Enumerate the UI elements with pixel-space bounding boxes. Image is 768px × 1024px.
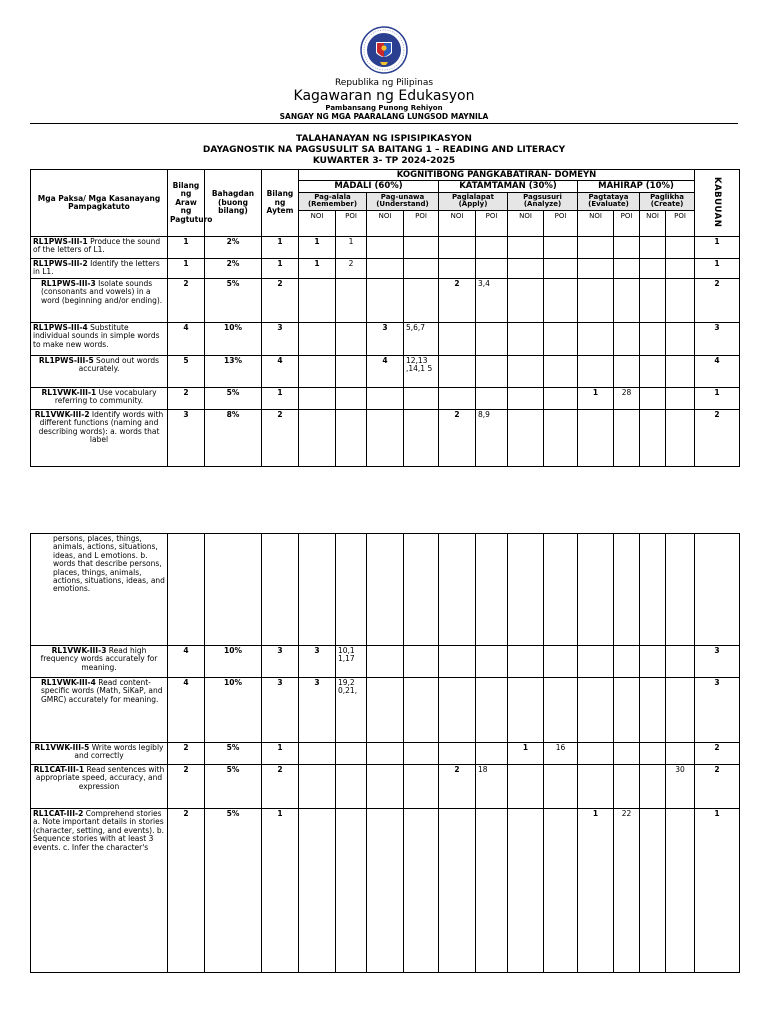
competency-cell: RL1PWS-III-4 Substitute individual sounds in simple words to make new words. [31,323,168,356]
analyze-poi-cell [544,237,578,259]
table-row [31,323,740,356]
total-cell: 2 [695,765,740,809]
apply-noi-cell: 2 [439,410,476,467]
create-noi-cell [640,388,666,410]
analyze-noi-cell [508,410,544,467]
remember-poi-cell: 19,2 0,21, [336,678,367,743]
remember-poi-cell [336,534,367,646]
evaluate-noi-cell [578,678,614,743]
competency-cell: RL1CAT-III-2 Comprehend stories a. Note important details in stories (character, setting, and events). b. Sequence stories with at least 3 events. c. Infer the character's [31,809,168,973]
apply-poi-cell [476,356,508,388]
apply-noi-cell [439,259,476,279]
evaluate-noi-cell [578,259,614,279]
total-cell: 1 [695,237,740,259]
days-cell: 2 [168,809,205,973]
apply-noi-cell: 2 [439,765,476,809]
days-cell: 2 [168,279,205,323]
understand-header: Pag-unawa (Understand) [367,192,439,210]
percent-cell: 10% [205,678,262,743]
understand-noi-cell [367,646,404,678]
remember-poi-cell [336,388,367,410]
understand-noi-cell [367,237,404,259]
table-row [31,356,740,388]
create-poi-cell [666,279,695,323]
tos-table-page1 [30,169,740,467]
percent-cell: 10% [205,646,262,678]
evaluate-header: Pagtataya (Evaluate) [578,192,640,210]
apply-poi-cell [476,646,508,678]
apply-poi-cell [476,743,508,765]
remember-poi-cell: 2 [336,259,367,279]
understand-noi-cell [367,534,404,646]
create-noi-cell [640,765,666,809]
evaluate-noi-cell [578,279,614,323]
letterhead [0,26,768,121]
header-divider [30,123,738,124]
table-row [31,678,740,743]
analyze-noi-cell [508,279,544,323]
madali-header: MADALI (60%) [299,181,439,192]
create-noi-cell [640,259,666,279]
create-noi-cell [640,237,666,259]
percent-cell [205,534,262,646]
items-cell: 3 [262,323,299,356]
total-cell: 2 [695,279,740,323]
remember-noi-cell [299,410,336,467]
noi-header: NOI [299,211,336,237]
apply-noi-cell [439,534,476,646]
competency-cell: persons, places, things, animals, actions, situations, ideas, and L emotions. b. words that describe persons, places, things, animals, actions, situations, ideas, and emotions. [31,534,168,646]
table-row [31,765,740,809]
create-poi-cell [666,809,695,973]
create-noi-cell [640,678,666,743]
evaluate-poi-cell [614,279,640,323]
analyze-header: Pagsusuri (Analyze) [508,192,578,210]
apply-poi-cell [476,809,508,973]
total-cell: 3 [695,646,740,678]
table-row [31,259,740,279]
days-cell: 1 [168,259,205,279]
percent-cell: 5% [205,765,262,809]
evaluate-noi-cell [578,743,614,765]
evaluate-poi-cell [614,765,640,809]
apply-noi-cell [439,323,476,356]
apply-poi-cell: 3,4 [476,279,508,323]
analyze-poi-cell [544,809,578,973]
understand-poi-cell [404,279,439,323]
apply-poi-cell [476,388,508,410]
understand-poi-cell [404,743,439,765]
apply-noi-cell [439,388,476,410]
percent-cell: 5% [205,809,262,973]
evaluate-noi-cell: 1 [578,388,614,410]
percent-cell: 5% [205,743,262,765]
col-bahagdan-header: Bahagdan (buong bilang) [205,170,262,237]
analyze-poi-cell [544,534,578,646]
competency-cell: RL1PWS-III-1 Produce the sound of the letters of L1. [31,237,168,259]
evaluate-poi-cell [614,534,640,646]
total-cell: 2 [695,743,740,765]
noi-header: NOI [367,211,404,237]
analyze-poi-cell [544,259,578,279]
total-cell: 3 [695,323,740,356]
understand-poi-cell: 5,6,7 [404,323,439,356]
apply-noi-cell [439,356,476,388]
apply-poi-cell: 18 [476,765,508,809]
evaluate-poi-cell [614,678,640,743]
days-cell: 3 [168,410,205,467]
analyze-noi-cell [508,323,544,356]
evaluate-poi-cell: 22 [614,809,640,973]
create-poi-cell [666,356,695,388]
remember-poi-cell [336,356,367,388]
analyze-noi-cell [508,388,544,410]
region-line: Pambansang Punong Rehiyon [325,104,443,112]
kabuuan-header [695,170,740,237]
create-poi-cell [666,743,695,765]
items-cell: 3 [262,646,299,678]
competency-cell: RL1VWK-III-4 Read content-specific words (Math, SiKaP, and GMRC) accurately for meaning. [31,678,168,743]
table-row [31,410,740,467]
total-cell: 4 [695,356,740,388]
remember-noi-cell [299,323,336,356]
poi-header: POI [336,211,367,237]
create-noi-cell [640,743,666,765]
percent-cell: 8% [205,410,262,467]
remember-noi-cell: 1 [299,259,336,279]
understand-poi-cell [404,410,439,467]
apply-poi-cell [476,678,508,743]
percent-cell: 13% [205,356,262,388]
document-title [0,134,768,167]
create-poi-cell [666,237,695,259]
remember-poi-cell [336,279,367,323]
poi-header: POI [614,211,640,237]
total-cell [695,534,740,646]
create-poi-cell [666,323,695,356]
evaluate-noi-cell [578,646,614,678]
apply-poi-cell: 8,9 [476,410,508,467]
evaluate-poi-cell [614,259,640,279]
evaluate-poi-cell [614,743,640,765]
title-line-2: DAYAGNOSTIK NA PAGSUSULIT SA BAITANG 1 – READING AND LITERACY [202,145,566,155]
items-cell: 2 [262,279,299,323]
create-noi-cell [640,809,666,973]
evaluate-poi-cell [614,323,640,356]
poi-header: POI [544,211,578,237]
remember-poi-cell: 10,1 1,17 [336,646,367,678]
items-cell: 3 [262,678,299,743]
items-cell: 1 [262,809,299,973]
understand-poi-cell [404,259,439,279]
table-row [31,743,740,765]
items-cell: 2 [262,765,299,809]
mahirap-header: MAHIRAP (10%) [578,181,695,192]
table-row [31,809,740,973]
create-poi-cell [666,534,695,646]
understand-noi-cell [367,279,404,323]
table-row [31,279,740,323]
create-poi-cell [666,410,695,467]
noi-header: NOI [578,211,614,237]
remember-noi-cell: 3 [299,678,336,743]
percent-cell: 5% [205,388,262,410]
days-cell: 2 [168,388,205,410]
total-cell: 1 [695,809,740,973]
apply-poi-cell [476,259,508,279]
evaluate-noi-cell [578,765,614,809]
analyze-noi-cell [508,809,544,973]
analyze-poi-cell [544,279,578,323]
table-row [31,237,740,259]
apply-poi-cell [476,323,508,356]
analyze-poi-cell [544,410,578,467]
evaluate-poi-cell: 28 [614,388,640,410]
noi-header: NOI [508,211,544,237]
remember-noi-cell [299,356,336,388]
understand-noi-cell [367,388,404,410]
percent-cell: 2% [205,237,262,259]
apply-noi-cell [439,646,476,678]
understand-poi-cell [404,388,439,410]
days-cell: 4 [168,646,205,678]
analyze-noi-cell [508,765,544,809]
understand-poi-cell: 12,13 ,14,1 5 [404,356,439,388]
analyze-noi-cell [508,534,544,646]
understand-poi-cell [404,809,439,973]
deped-seal-icon [360,26,408,74]
apply-header: Paglalapat (Apply) [439,192,508,210]
items-cell: 1 [262,743,299,765]
create-poi-cell [666,259,695,279]
remember-noi-cell: 3 [299,646,336,678]
title-line-1: TALAHANAYAN NG ISPISIPIKASYON [296,134,472,144]
create-poi-cell [666,678,695,743]
table-row [31,534,740,646]
understand-poi-cell [404,765,439,809]
create-poi-cell [666,388,695,410]
evaluate-poi-cell [614,356,640,388]
items-cell: 1 [262,237,299,259]
analyze-noi-cell [508,646,544,678]
items-cell: 1 [262,388,299,410]
percent-cell: 10% [205,323,262,356]
remember-poi-cell: 1 [336,237,367,259]
analyze-noi-cell [508,356,544,388]
create-noi-cell [640,356,666,388]
noi-header: NOI [640,211,666,237]
department-name: Kagawaran ng Edukasyon [293,88,475,104]
competency-cell: RL1CAT-III-1 Read sentences with appropriate speed, accuracy, and expression [31,765,168,809]
items-cell: 1 [262,259,299,279]
analyze-noi-cell [508,259,544,279]
noi-header: NOI [439,211,476,237]
evaluate-noi-cell [578,410,614,467]
poi-header: POI [666,211,695,237]
table-row [31,388,740,410]
analyze-poi-cell [544,388,578,410]
competency-cell: RL1VWK-III-5 Write words legibly and correctly [31,743,168,765]
competency-cell: RL1VWK-III-2 Identify words with different functions (naming and describing words): a. words that label [31,410,168,467]
col-paksa-header: Mga Paksa/ Mga Kasanayang Pampagkatuto [31,170,168,237]
days-cell: 5 [168,356,205,388]
republic-line: Republika ng Pilipinas [334,78,434,88]
analyze-noi-cell: 1 [508,743,544,765]
apply-noi-cell: 2 [439,279,476,323]
domain-header: KOGNITIBONG PANGKABATIRAN- DOMEYN [299,170,695,181]
col-araw-header: Bilang ng Araw ng Pagtuturo [168,170,205,237]
apply-poi-cell [476,534,508,646]
remember-poi-cell [336,765,367,809]
remember-poi-cell [336,743,367,765]
remember-noi-cell [299,765,336,809]
days-cell: 2 [168,765,205,809]
evaluate-noi-cell [578,323,614,356]
remember-noi-cell [299,388,336,410]
create-poi-cell [666,646,695,678]
create-noi-cell [640,534,666,646]
understand-noi-cell [367,410,404,467]
understand-noi-cell [367,765,404,809]
total-cell: 1 [695,259,740,279]
apply-noi-cell [439,678,476,743]
evaluate-noi-cell [578,237,614,259]
understand-noi-cell [367,678,404,743]
col-aytem-header: Bilang ng Aytem [262,170,299,237]
remember-poi-cell [336,410,367,467]
evaluate-noi-cell [578,534,614,646]
remember-poi-cell [336,323,367,356]
analyze-poi-cell [544,678,578,743]
total-cell: 1 [695,388,740,410]
title-line-3: KUWARTER 3- TP 2024-2025 [312,156,456,166]
analyze-poi-cell [544,646,578,678]
percent-cell: 5% [205,279,262,323]
evaluate-noi-cell [578,356,614,388]
total-cell: 3 [695,678,740,743]
items-cell: 4 [262,356,299,388]
tos-table-page2 [30,533,740,973]
total-cell: 2 [695,410,740,467]
competency-cell: RL1PWS-III-2 Identify the letters in L1. [31,259,168,279]
evaluate-poi-cell [614,237,640,259]
items-cell: 2 [262,410,299,467]
understand-poi-cell [404,534,439,646]
competency-cell: RL1PWS-III-5 Sound out words accurately. [31,356,168,388]
understand-poi-cell [404,678,439,743]
apply-noi-cell [439,237,476,259]
percent-cell: 2% [205,259,262,279]
days-cell: 2 [168,743,205,765]
remember-noi-cell [299,279,336,323]
understand-noi-cell [367,743,404,765]
understand-noi-cell [367,259,404,279]
create-noi-cell [640,323,666,356]
remember-noi-cell: 1 [299,237,336,259]
create-noi-cell [640,646,666,678]
apply-poi-cell [476,237,508,259]
evaluate-poi-cell [614,646,640,678]
days-cell: 4 [168,323,205,356]
poi-header: POI [404,211,439,237]
division-line: SANGAY NG MGA PAARALANG LUNGSOD MAYNILA [279,112,489,121]
understand-noi-cell: 4 [367,356,404,388]
analyze-poi-cell [544,356,578,388]
understand-poi-cell [404,237,439,259]
competency-cell: RL1PWS-III-3 Isolate sounds (consonants and vowels) in a word (beginning and/or ending). [31,279,168,323]
create-poi-cell: 30 [666,765,695,809]
items-cell [262,534,299,646]
evaluate-poi-cell [614,410,640,467]
understand-poi-cell [404,646,439,678]
table-row [31,646,740,678]
remember-noi-cell [299,809,336,973]
competency-cell: RL1VWK-III-3 Read high frequency words accurately for meaning. [31,646,168,678]
evaluate-noi-cell: 1 [578,809,614,973]
analyze-noi-cell [508,237,544,259]
analyze-poi-cell [544,765,578,809]
understand-noi-cell: 3 [367,323,404,356]
apply-noi-cell [439,743,476,765]
days-cell [168,534,205,646]
remember-noi-cell [299,534,336,646]
create-noi-cell [640,410,666,467]
kabuuan-label: KABUUAN [712,176,723,227]
analyze-poi-cell: 16 [544,743,578,765]
days-cell: 1 [168,237,205,259]
remember-noi-cell [299,743,336,765]
create-header: Paglikha (Create) [640,192,695,210]
create-noi-cell [640,279,666,323]
days-cell: 4 [168,678,205,743]
competency-cell: RL1VWK-III-1 Use vocabulary referring to community. [31,388,168,410]
apply-noi-cell [439,809,476,973]
poi-header: POI [476,211,508,237]
katamtaman-header: KATAMTAMAN (30%) [439,181,578,192]
remember-header: Pag-alala (Remember) [299,192,367,210]
remember-poi-cell [336,809,367,973]
analyze-poi-cell [544,323,578,356]
understand-noi-cell [367,809,404,973]
analyze-noi-cell [508,678,544,743]
